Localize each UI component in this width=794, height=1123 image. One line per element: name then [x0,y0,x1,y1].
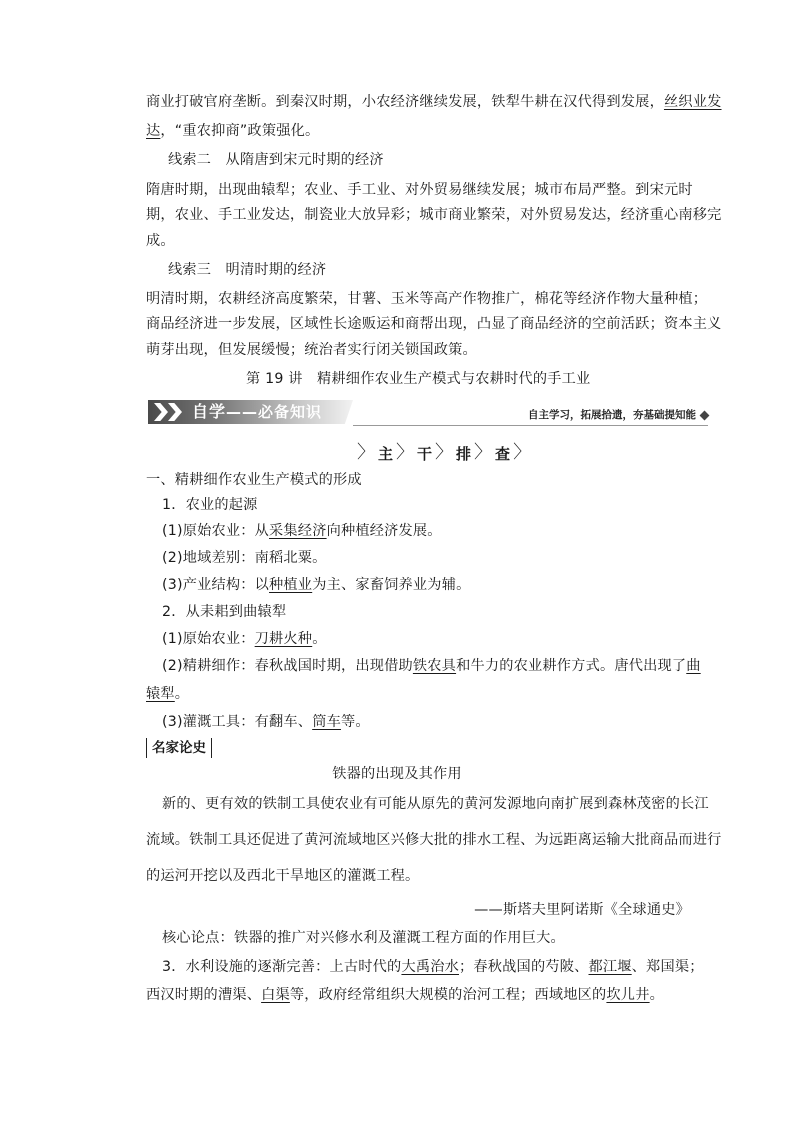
clue3-line-2: 商品经济进一步发展，区域性长途贩运和商帮出现，凸显了商品经济的空前活跃；资本主义 [146,316,722,332]
banner-title-rest: ——必备知识 [226,403,323,421]
clue2-line-1: 隋唐时期，出现曲辕犁；农业、手工业、对外贸易继续发展；城市布局严整。到宋元时 [146,182,693,198]
text: (3)产业结构：以 [162,577,270,593]
underlined-term: 都江堰 [588,959,632,975]
mingjia-source: ——斯塔夫里阿诺斯《全球通史》 [474,902,690,918]
mingjia-line-2: 流域。铁制工具还促进了黄河流域地区兴修大批的排水工程、为远距离运输大批商品而进行 [146,832,722,848]
text: 为主、家畜饲养业为辅。 [312,577,471,593]
section1-item-1-3 [162,575,470,595]
banner-title [192,401,322,423]
banner-char-xue: 学 [209,402,227,421]
text: (2)精耕细作：春秋战国时期，出现借助 [162,658,413,674]
underlined-term: 大禹治水 [401,959,459,975]
section1-item-1-2: (2)地域差别：南稻北粟。 [162,550,327,566]
section1-item-2-2-cont [146,684,189,704]
section1-item-2-2 [162,656,701,676]
banner-char-zi: 自 [192,402,210,421]
underlined-term: 丝织业发 [663,94,722,110]
text: 西汉时期的漕渠、 [146,987,262,1003]
clue2-line-2: 期，农业、手工业发达，制瓷业大放异彩；城市商业繁荣，对外贸易发达，经济重心南移完 [146,207,722,223]
clue3-line-1: 明清时期，农耕经济高度繁荣，甘薯、玉米等高产作物推广，棉花等经济作物大量种植； [146,291,708,307]
underlined-term: 刀耕火种 [254,631,313,647]
clue3-line-3: 萌芽出现，但发展缓慢；统治者实行闭关锁国政策。 [146,342,477,358]
underlined-term: 辕犁 [146,686,175,702]
text: 3．水利设施的逐渐完善：上古时代的 [162,959,402,975]
clue2-heading: 线索二 从隋唐到宋元时期的经济 [168,152,384,168]
banner-subtitle: 自主学习，拓展拾遗，夯基础提知能 [528,409,696,421]
lesson-title: 第 19 讲 精耕细作农业生产模式与农耕时代的手工业 [246,371,591,387]
underlined-term: 白渠 [261,987,290,1003]
chevron-right-icon: 〉 [396,442,415,463]
intro-line-2 [146,121,319,141]
section-label-zhugan [354,440,534,466]
intro-line-1 [146,92,722,112]
text: ；春秋战国的芍陂、 [459,959,589,975]
diamond-icon [700,411,710,421]
mingjia-core: 核心论点：铁器的推广对兴修水利及灌溉工程方面的作用巨大。 [162,930,565,946]
text: 向种植经济发展。 [326,523,442,539]
text: 。 [312,631,327,647]
text: (1)原始农业：从 [162,523,270,539]
banner-divider [353,425,708,426]
section1-sub2: 2．从耒耜到曲辕犁 [162,604,287,620]
underlined-term: 筒车 [312,714,341,730]
text: 等。 [340,714,370,730]
text: 。 [174,686,190,702]
mingjia-line-1: 新的、更有效的铁制工具使农业有可能从原先的黄河发源地向南扩展到森林茂密的长江 [162,796,709,812]
section1-sub3-line-1 [162,957,704,977]
text: 等，政府经常组织大规模的治河工程；西域地区的 [289,987,607,1003]
text: 商业打破官府垄断。到秦汉时期，小农经济继续发展，铁犁牛耕在汉代得到发展， [146,94,664,110]
text: (3)灌溉工具：有翻车、 [162,714,313,730]
chevron-right-icon: 〉 [435,442,454,463]
label-char: 干 [417,444,433,463]
underlined-term: 达 [146,123,161,139]
section1-sub1: 1．农业的起源 [162,497,258,513]
label-char: 查 [495,444,511,463]
chevron-right-icon: 〉 [513,442,532,463]
section-banner [148,400,708,428]
section1-sub3-line-2 [146,985,664,1005]
label-char: 主 [378,444,394,463]
text: 和牛力的农业耕作方式。唐代出现了 [456,658,687,674]
mingjia-title: 铁器的出现及其作用 [332,766,462,782]
section1-title: 一、精耕细作农业生产模式的形成 [146,472,362,488]
underlined-term: 曲 [686,658,701,674]
underlined-term: 铁农具 [412,658,457,674]
underlined-term: 采集经济 [269,523,327,539]
underlined-term: 种植业 [269,577,313,593]
clue2-line-3: 成。 [146,233,175,249]
clue3-heading: 线索三 明清时期的经济 [168,262,327,278]
section1-item-2-1 [162,629,327,649]
text: 。 [649,987,664,1003]
double-chevron-icon [154,403,182,421]
mingjia-label: 名家论史 [146,738,212,758]
label-char: 排 [456,444,472,463]
text: (1)原始农业： [162,631,255,647]
chevron-right-icon: 〉 [474,442,493,463]
section1-item-1-1 [162,521,442,541]
text: 、郑国渠； [631,959,704,975]
mingjia-line-3: 的运河开挖以及西北干旱地区的灌溉工程。 [146,868,420,884]
text: ，“重农抑商”政策强化。 [160,123,320,139]
section1-item-2-3 [162,712,370,732]
chevron-right-icon: 〉 [357,442,375,463]
underlined-term: 坎儿井 [606,987,650,1003]
